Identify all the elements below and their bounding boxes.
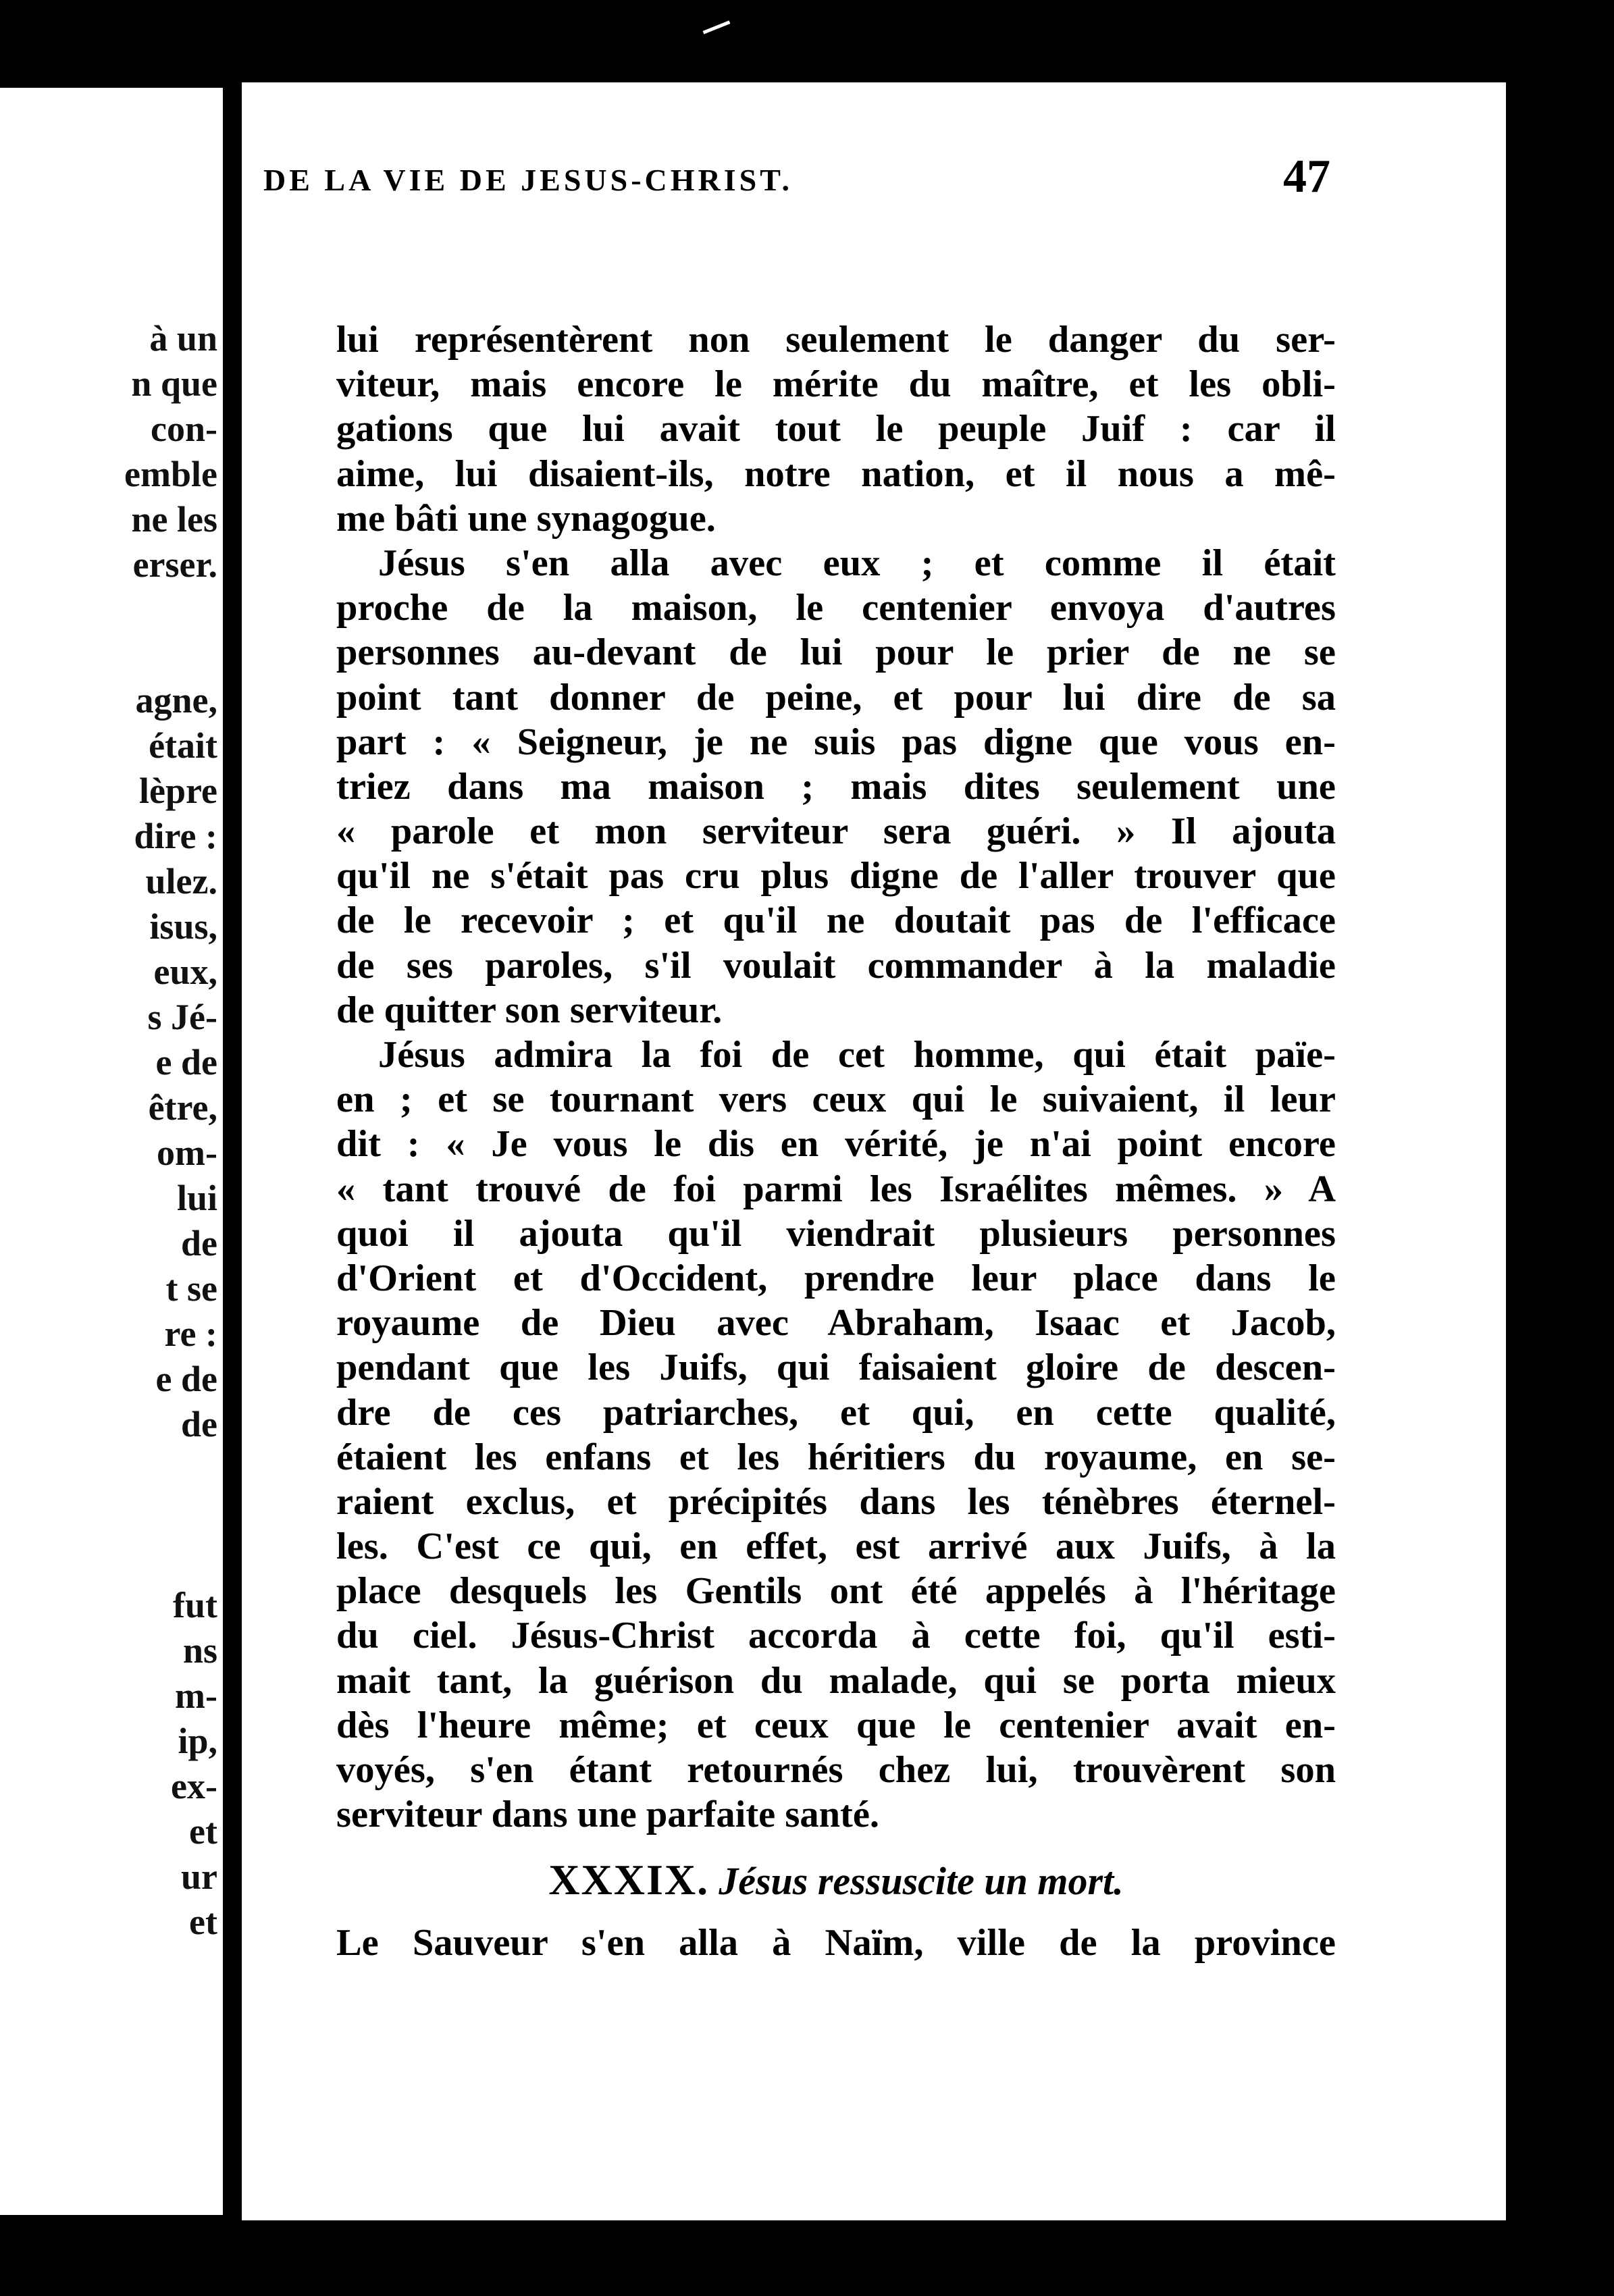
scan-mark <box>703 20 731 34</box>
text-line: dès l'heure même; et ceux que le centenier avait en- <box>336 1704 1336 1746</box>
text-line: mait tant, la guérison du malade, qui se porta mieux <box>336 1659 1336 1702</box>
text-line: de quitter son serviteur. <box>336 989 723 1031</box>
text-line: personnes au-devant de lui pour le prier de ne se <box>336 631 1336 674</box>
text-line: part : « Seigneur, je ne suis pas digne que vous en- <box>336 721 1336 763</box>
text-line: proche de la maison, le centenier envoya d'autres <box>336 587 1336 629</box>
left-page-line: lui <box>176 1178 217 1218</box>
left-page-line <box>124 1492 217 1538</box>
left-page-line: et <box>189 1902 217 1942</box>
chapter-heading <box>336 1846 1336 1914</box>
page-number: 47 <box>1283 151 1330 203</box>
text-line: étaient les enfans et les héritiers du royaume, en se- <box>336 1436 1336 1478</box>
text-line: en ; et se tournant vers ceux qui le suivaient, il leur <box>336 1078 1336 1121</box>
text-line: les. C'est ce qui, en effet, est arrivé aux Juifs, à la <box>336 1525 1336 1568</box>
text-line: « tant trouvé de foi parmi les Israélites mêmes. » A <box>336 1168 1336 1210</box>
text-line: aime, lui disaient-ils, notre nation, et il nous a mê- <box>336 452 1336 495</box>
left-page-line: con- <box>151 409 217 449</box>
left-page-text <box>124 316 217 1945</box>
text-line: viteur, mais encore le mérite du maître, et les obli- <box>336 363 1336 406</box>
left-page-line: n que <box>131 363 217 404</box>
running-title: DE LA VIE DE JESUS-CHRIST. <box>263 163 793 197</box>
left-page-line: à un <box>149 318 217 359</box>
paragraph <box>336 1033 1336 1837</box>
next-line: Le Sauveur s'en alla à Naïm, ville de la province <box>336 1922 1336 1964</box>
text-line: Jésus s'en alla avec eux ; et comme il était <box>378 542 1336 584</box>
left-page-line: s Jé- <box>147 997 217 1037</box>
left-page-line: ex- <box>171 1766 217 1806</box>
text-line: point tant donner de peine, et pour lui dire de sa <box>336 676 1336 719</box>
left-page-line: t se <box>165 1268 217 1309</box>
left-page-line: lèpre <box>139 771 217 811</box>
left-page-line <box>124 633 217 678</box>
left-page-line: de <box>181 1404 217 1444</box>
text-line: d'Orient et d'Occident, prendre leur place dans le <box>336 1257 1336 1299</box>
left-page-line: ulez. <box>145 861 217 902</box>
left-page-line: ur <box>181 1856 217 1897</box>
text-line: place desquels les Gentils ont été appelés à l'héritage <box>336 1570 1336 1613</box>
text-line: royaume de Dieu avec Abraham, Isaac et Jacob, <box>336 1302 1336 1345</box>
text-line: de ses paroles, s'il voulait commander à la maladie <box>336 944 1336 987</box>
text-line: voyés, s'en étant retournés chez lui, trouvèrent son <box>336 1749 1336 1791</box>
text-line: de le recevoir ; et qu'il ne doutait pas de l'efficace <box>336 899 1336 942</box>
text-line: qu'il ne s'était pas cru plus digne de l'aller trouver que <box>336 855 1336 897</box>
text-line: serviteur dans une parfaite santé. <box>336 1794 880 1836</box>
left-page-line: ip, <box>178 1721 217 1761</box>
left-page-line: om- <box>157 1132 217 1173</box>
chapter-title: Jésus ressuscite un mort. <box>719 1859 1124 1904</box>
text-line: me bâti une synagogue. <box>336 497 716 540</box>
left-page-line: agne, <box>135 680 217 721</box>
text-line: « parole et mon serviteur sera guéri. » Il ajouta <box>336 810 1336 853</box>
left-page-line: et <box>189 1811 217 1852</box>
text-line: triez dans ma maison ; mais dites seulement une <box>336 765 1336 808</box>
left-page-line: re : <box>164 1313 217 1354</box>
left-page-line: de <box>181 1223 217 1263</box>
text-line: raient exclus, et précipités dans les ténèbres éternel- <box>336 1480 1336 1523</box>
book-gutter <box>223 81 242 2222</box>
left-page-line: emble <box>124 454 217 494</box>
paragraph <box>336 317 1336 541</box>
left-page-line: dire : <box>134 816 217 856</box>
left-page-line <box>124 588 217 633</box>
chapter-number: XXXIX. <box>548 1856 710 1904</box>
text-line: pendant que les Juifs, qui faisaient gloire de descen- <box>336 1347 1336 1389</box>
text-line: dit : « Je vous le dis en vérité, je n'ai point encore <box>336 1123 1336 1166</box>
text-line: quoi il ajouta qu'il viendrait plusieurs personnes <box>336 1212 1336 1255</box>
left-page-line: m- <box>175 1675 217 1716</box>
left-page-line: fut <box>173 1585 217 1625</box>
left-page-line <box>124 1538 217 1583</box>
paragraphs <box>336 317 1336 1837</box>
body-text <box>336 317 1336 1966</box>
text-line: du ciel. Jésus-Christ accorda à cette foi, qu'il esti- <box>336 1615 1336 1657</box>
left-page-fragment <box>0 88 223 2215</box>
left-page-line: était <box>149 725 217 766</box>
left-page-line: erser. <box>132 544 217 585</box>
left-page-line: e de <box>155 1042 217 1082</box>
left-page-line: ns <box>182 1630 217 1671</box>
left-page-line: être, <box>148 1087 217 1128</box>
left-page-line: isus, <box>149 906 217 947</box>
left-page-line <box>124 1447 217 1492</box>
left-page-line: e de <box>155 1359 217 1399</box>
text-line: Jésus admira la foi de cet homme, qui était païe- <box>378 1034 1336 1076</box>
paragraph <box>336 541 1336 1033</box>
left-page-line: ne les <box>131 499 217 540</box>
text-line: gations que lui avait tout le peuple Juif : car il <box>336 408 1336 450</box>
left-page-line: eux, <box>153 951 217 992</box>
text-line: lui représentèrent non seulement le danger du ser- <box>336 319 1336 361</box>
text-line: dre de ces patriarches, et qui, en cette qualité, <box>336 1391 1336 1434</box>
